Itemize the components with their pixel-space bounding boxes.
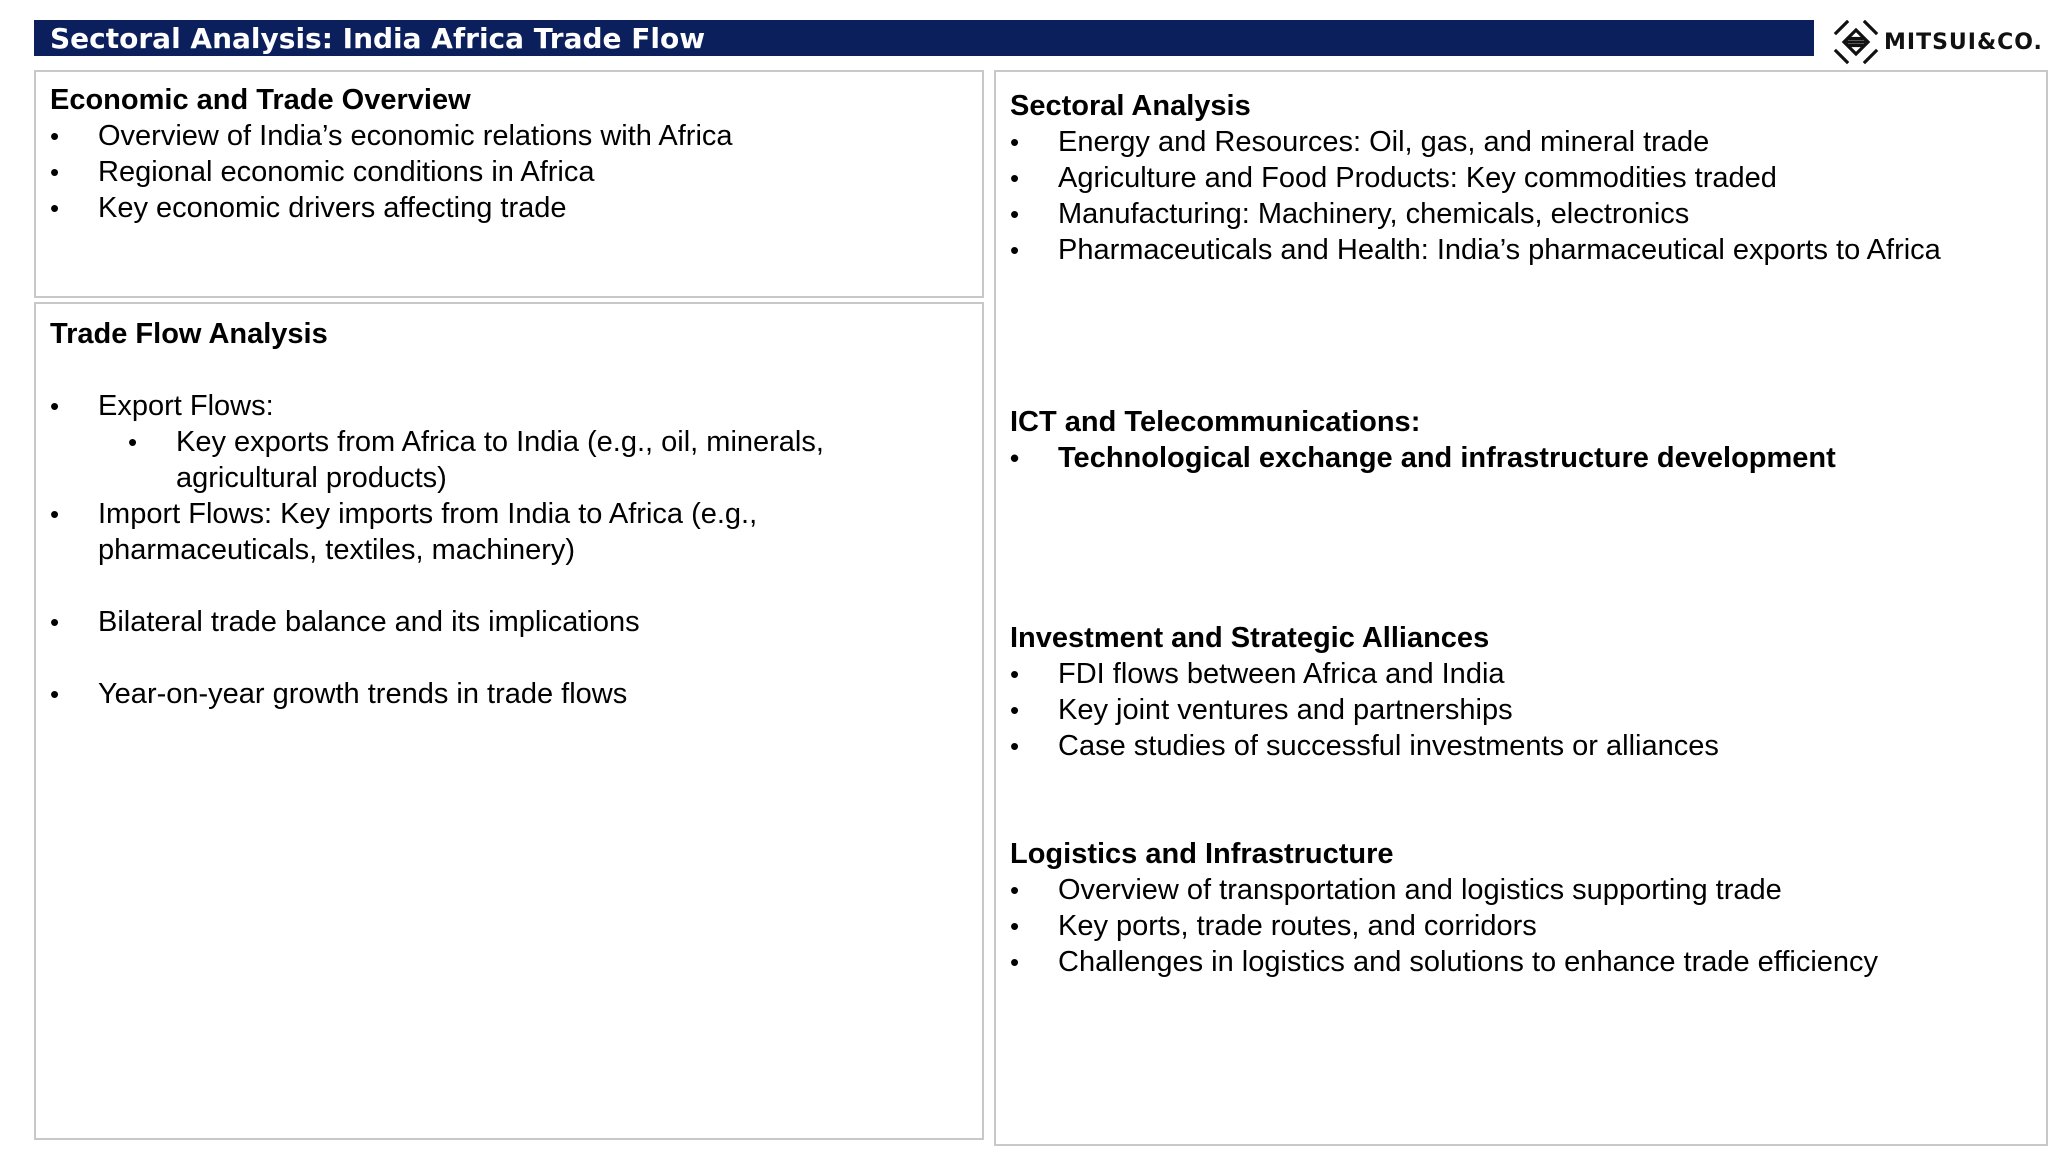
list-item: • Technological exchange and infrastructure development [1010,440,2036,476]
company-logo [1832,18,2042,66]
sectoral-panel [994,70,2048,1146]
list-item: • Export Flows: [50,388,910,424]
overview-heading: Economic and Trade Overview [50,84,471,116]
logistics-list [1010,872,2036,980]
ict-heading: ICT and Telecommunications: [1010,406,1421,438]
list-item: • FDI flows between Africa and India [1010,656,2036,692]
list-item: • Overview of transportation and logistics supporting trade [1010,872,2036,908]
list-item: • Agriculture and Food Products: Key commodities traded [1010,160,2036,196]
trade-flow-list [50,388,910,568]
overview-panel [34,70,984,298]
trade-flow-heading: Trade Flow Analysis [50,318,328,350]
investment-heading: Investment and Strategic Alliances [1010,622,1490,654]
list-item: • Challenges in logistics and solutions to enhance trade efficiency [1010,944,2036,980]
sectoral-heading: Sectoral Analysis [1010,90,1251,122]
list-item: • Regional economic conditions in Africa [50,154,972,190]
trade-flow-list-2 [50,604,910,640]
mitsui-logo-icon [1832,18,1880,66]
list-item: • Key exports from Africa to India (e.g., oil, minerals, agricultural products) [50,424,910,496]
sectoral-list [1010,124,2036,268]
page-title: Sectoral Analysis: India Africa Trade Flow [50,22,706,55]
list-item: • Key joint ventures and partnerships [1010,692,2036,728]
title-bar [34,20,1814,56]
trade-flow-list-3 [50,676,910,712]
list-item: • Import Flows: Key imports from India to Africa (e.g., pharmaceuticals, textiles, machinery) [50,496,910,568]
logo-text: MITSUI&CO. [1884,29,2043,55]
list-item: • Year-on-year growth trends in trade flows [50,676,910,712]
list-item: • Key economic drivers affecting trade [50,190,972,226]
list-item: • Pharmaceuticals and Health: India’s pharmaceutical exports to Africa [1010,232,2036,268]
list-item: • Key ports, trade routes, and corridors [1010,908,2036,944]
list-item: • Bilateral trade balance and its implications [50,604,910,640]
list-item: • Overview of India’s economic relations with Africa [50,118,972,154]
list-item: • Case studies of successful investments or alliances [1010,728,2036,764]
list-item: • Manufacturing: Machinery, chemicals, electronics [1010,196,2036,232]
investment-list [1010,656,2036,764]
overview-list [50,118,972,226]
ict-list [1010,440,2036,476]
list-item: • Energy and Resources: Oil, gas, and mineral trade [1010,124,2036,160]
trade-flow-panel [34,302,984,1140]
logistics-heading: Logistics and Infrastructure [1010,838,1394,870]
